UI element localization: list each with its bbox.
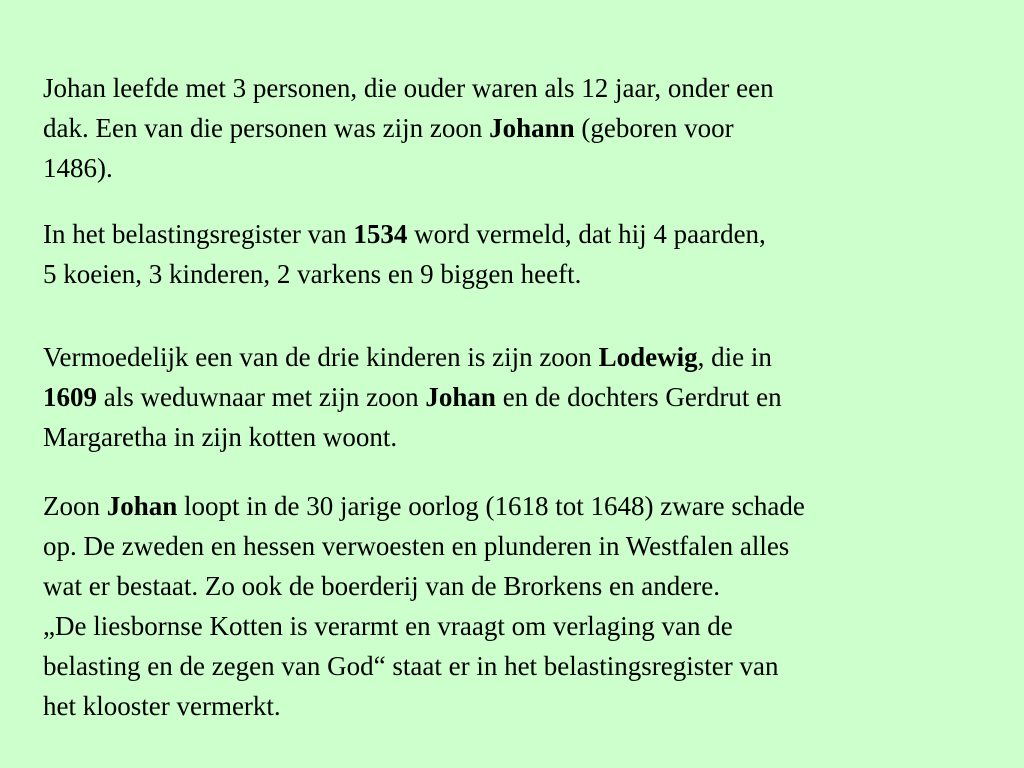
text-line [43, 606, 805, 646]
text-run: loopt in de 30 jarige oorlog (1618 tot 1648) zware schade [177, 491, 805, 521]
text-line [43, 486, 805, 526]
name-lodewig: Lodewig [598, 342, 698, 372]
text-run: wat er bestaat. Zo ook de boerderij van de Brorkens en andere. [43, 571, 720, 601]
year-1609: 1609 [43, 382, 97, 412]
text-line [43, 686, 805, 726]
slide-content [43, 0, 1018, 768]
text-run: 5 koeien, 3 kinderen, 2 varkens en 9 biggen heeft. [43, 259, 582, 289]
text-line [43, 417, 782, 457]
text-line [43, 68, 774, 108]
name-johan: Johan [106, 491, 178, 521]
text-run: dak. Een van die personen was zijn zoon [43, 113, 490, 143]
text-line [43, 108, 774, 148]
text-line [43, 646, 805, 686]
text-run: 1486). [43, 153, 113, 183]
text-line [43, 566, 805, 606]
text-run: Vermoedelijk een van de drie kinderen is zijn zoon [43, 342, 599, 372]
text-line [43, 526, 805, 566]
text-run: en de dochters Gerdrut en [495, 382, 782, 412]
text-line [43, 148, 774, 188]
text-line [43, 337, 782, 377]
text-run: , die in [697, 342, 772, 372]
paragraph-tax-register-1534 [43, 214, 766, 294]
text-run: als weduwnaar met zijn zoon [97, 382, 426, 412]
text-run: (geboren voor [574, 113, 734, 143]
text-run: „De liesbornse Kotten is verarmt en vraagt om verlaging van de [43, 611, 733, 641]
text-line [43, 377, 782, 417]
text-run: Johan leefde met 3 personen, die ouder waren als 12 jaar, onder een [43, 73, 774, 103]
name-johann: Johann [489, 113, 575, 143]
text-line [43, 214, 766, 254]
year-1534: 1534 [353, 219, 408, 249]
text-run: Zoon [43, 491, 107, 521]
text-run: word vermeld, dat hij 4 paarden, [407, 219, 766, 249]
text-line [43, 254, 766, 294]
paragraph-johan-household [43, 68, 774, 188]
text-run: In het belastingsregister van [43, 219, 354, 249]
text-run: Margaretha in zijn kotten woont. [43, 422, 398, 452]
paragraph-lodewig [43, 337, 782, 457]
name-johan: Johan [425, 382, 496, 412]
text-run: op. De zweden en hessen verwoesten en plunderen in Westfalen alles [43, 531, 790, 561]
text-run: belasting en de zegen van God“ staat er in het belastingsregister van [43, 651, 779, 681]
text-run: het klooster vermerkt. [43, 691, 281, 721]
paragraph-thirty-years-war [43, 486, 805, 726]
